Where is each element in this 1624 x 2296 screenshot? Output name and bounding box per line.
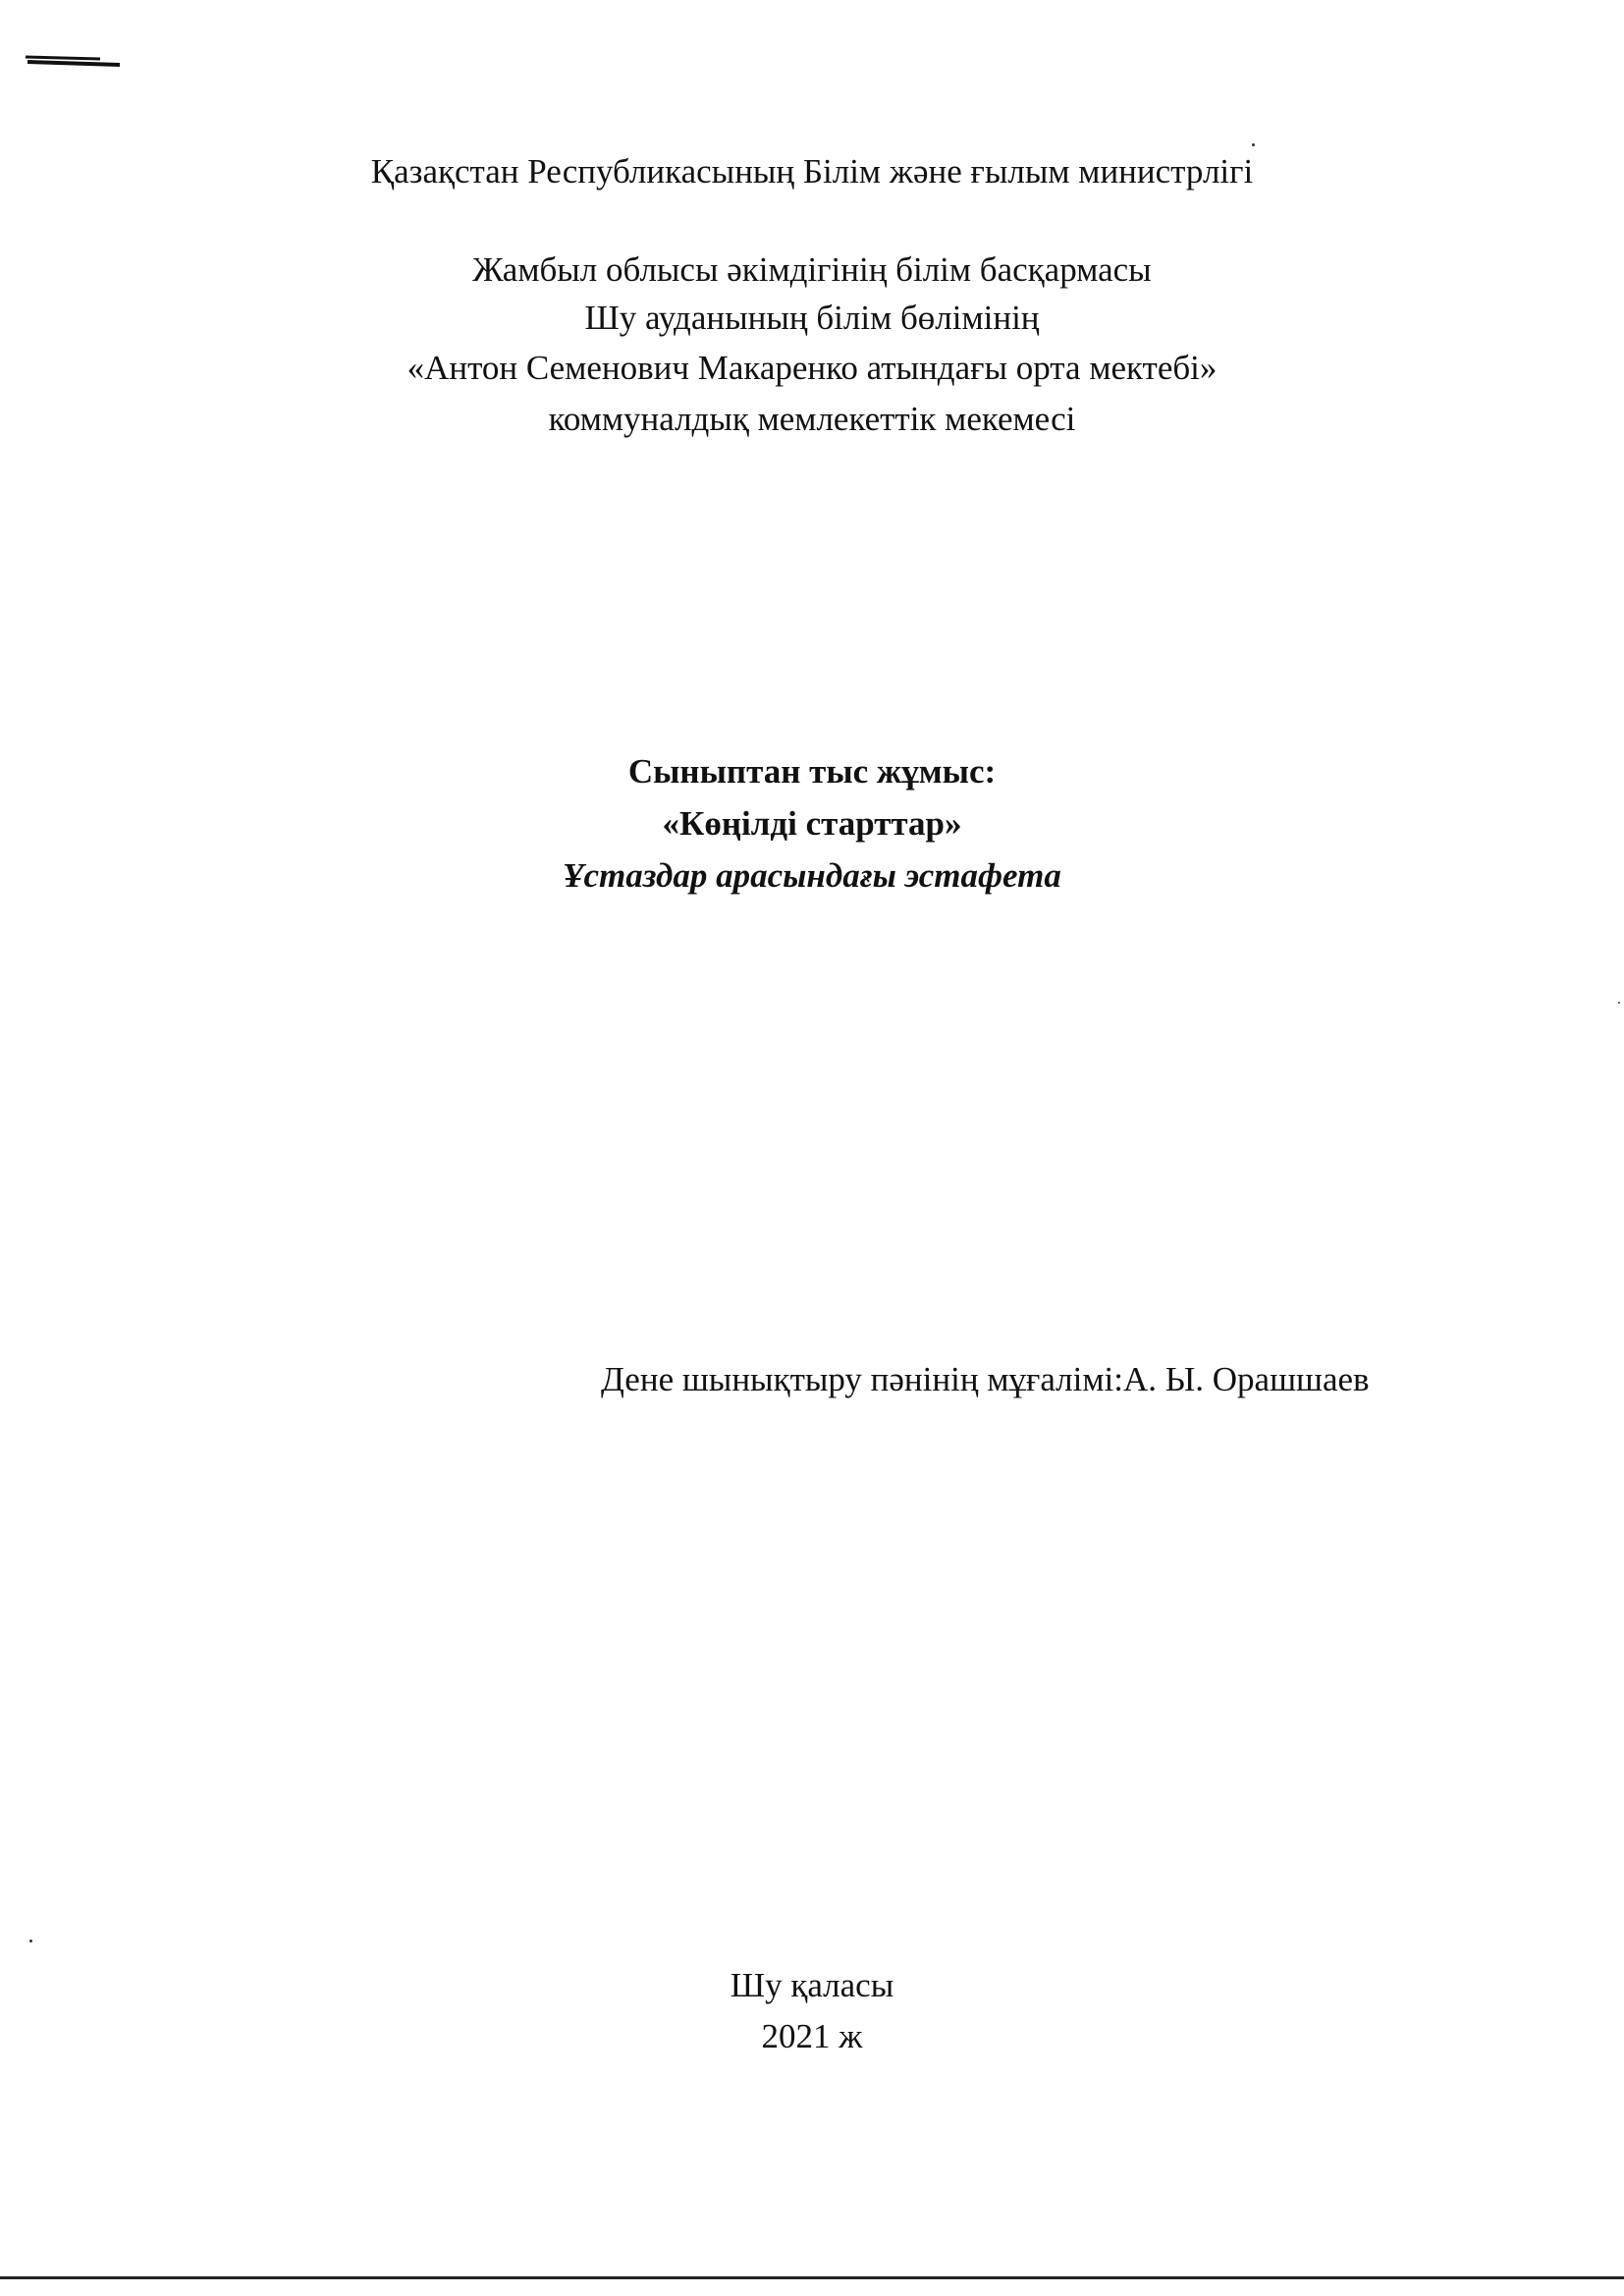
scan-bottom-edge bbox=[0, 2276, 1624, 2279]
title-line-1: Сыныптан тыс жұмыс: bbox=[627, 752, 997, 791]
department-line: Жамбыл облысы әкімдігінің білім басқармасы bbox=[472, 250, 1152, 289]
title-line-3: Ұстаздар арасындағы эстафета bbox=[563, 856, 1061, 895]
school-line: «Антон Семенович Макаренко атындағы орта мектебі» bbox=[406, 349, 1218, 387]
institution-type-line: коммуналдық мемлекеттік мекемесі bbox=[548, 400, 1076, 438]
author-line: Дене шынықтыру пәнінің мұғалімі:А. Ы. Орашшаев bbox=[601, 1360, 1370, 1398]
scan-speck bbox=[29, 1940, 32, 1942]
scan-speck bbox=[1618, 1002, 1620, 1004]
year-line: 2021 ж bbox=[761, 2017, 863, 2055]
title-line-2: «Көңілді старттар» bbox=[662, 804, 962, 843]
city-line: Шу қаласы bbox=[730, 1966, 894, 2004]
district-line: Шу ауданының білім бөлімінің bbox=[584, 299, 1040, 337]
scan-speck bbox=[1252, 143, 1255, 146]
ministry-line: Қазақстан Республикасының Білім және ғылым министрлігі bbox=[370, 152, 1254, 191]
scan-mark bbox=[24, 53, 122, 67]
